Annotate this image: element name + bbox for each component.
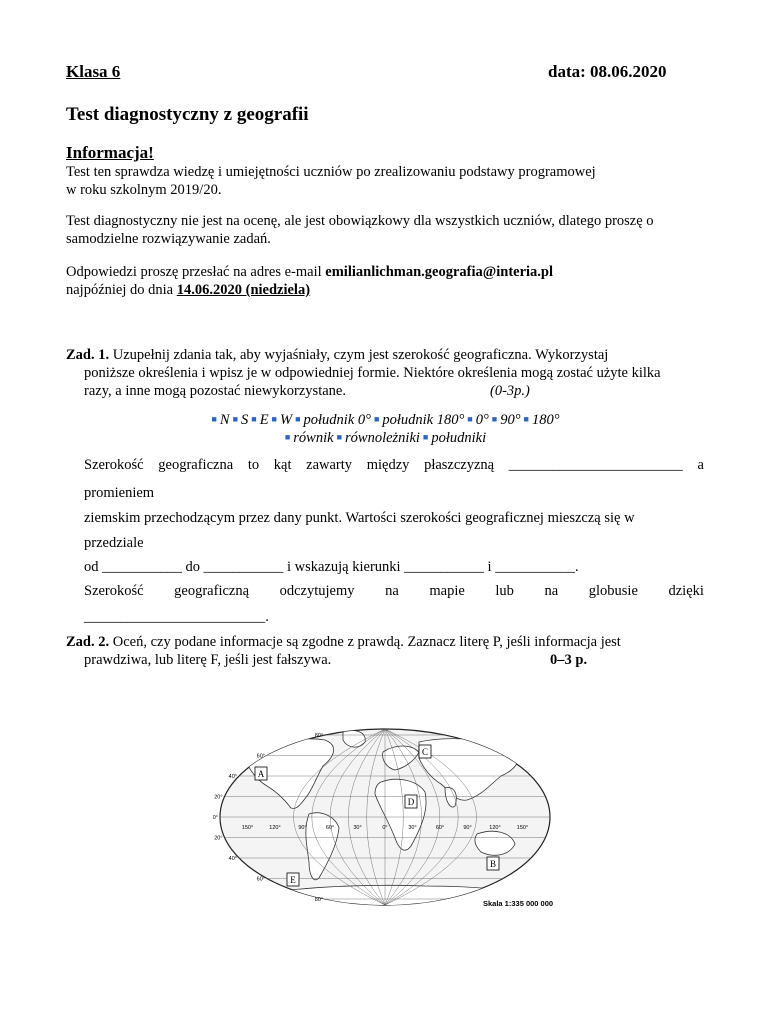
task2-line-2: prawdziwa, lub literę F, jeśli jest fałszywa. — [84, 652, 332, 668]
longitude-label: 0° — [382, 825, 388, 831]
page-title: Test diagnostyczny z geografii — [66, 104, 309, 125]
option-term: południk 180° — [382, 412, 465, 428]
info-heading: Informacja! — [66, 143, 154, 162]
task2-line-1 — [66, 633, 621, 651]
email-prefix: Odpowiedzi proszę przesłać na adres e-mail — [66, 264, 326, 280]
task2-points: 0–3 p. — [550, 652, 588, 668]
latitude-label: 40° — [228, 856, 238, 862]
option-bullet-icon: ■ — [232, 414, 238, 424]
map-marker-label: A — [257, 769, 265, 779]
option-bullet-icon: ■ — [284, 432, 291, 442]
task2-text-1: Oceń, czy podane informacje są zgodne z prawdą. Zaznacz literę P, jeśli informacja jest — [109, 634, 621, 650]
sentence-word: płaszczyzną — [424, 457, 495, 473]
option-bullet-icon: ■ — [373, 414, 380, 424]
option-bullet-icon: ■ — [271, 414, 277, 424]
email-address: emilianlichman.geografia@interia.pl — [325, 264, 554, 280]
option-term: 90° — [500, 412, 521, 428]
sentence-3: od ___________ do ___________ i wskazują kierunki ___________ i ___________. — [84, 559, 579, 575]
latitude-label: 60° — [256, 876, 265, 883]
longitude-label: 90° — [298, 825, 307, 831]
option-bullet-icon: ■ — [251, 414, 257, 424]
sentence-word: globusie — [588, 583, 638, 599]
sentence-word: geograficzna — [158, 457, 234, 473]
option-bullet-icon: ■ — [523, 414, 529, 424]
map-marker-label: C — [421, 747, 429, 757]
option-term: E — [259, 412, 269, 428]
map-marker-d — [405, 795, 417, 808]
map-marker-label: B — [489, 859, 497, 869]
map-marker-e — [287, 873, 299, 886]
option-bullet-icon: ■ — [336, 432, 342, 442]
task2-label: Zad. 2. — [66, 634, 110, 650]
option-term: 0° — [475, 412, 489, 428]
sentence-word: to — [247, 457, 260, 473]
sentence-4 — [84, 583, 704, 600]
latitude-label: 20° — [214, 835, 223, 842]
longitude-label: 150° — [241, 825, 254, 831]
deadline-line — [66, 281, 310, 299]
sentence-word: dzięki — [668, 583, 704, 599]
options-row-1 — [0, 412, 768, 429]
map-marker-a — [255, 767, 267, 780]
longitude-label: 60° — [435, 825, 445, 831]
option-bullet-icon: ■ — [211, 414, 217, 424]
option-bullet-icon: ■ — [491, 414, 498, 424]
map-marker-c — [419, 745, 431, 758]
sentence-word: ________________________ — [508, 457, 683, 473]
sentence-4-continued: _________________________. — [84, 609, 269, 625]
option-bullet-icon: ■ — [295, 414, 301, 424]
longitude-label: 120° — [489, 825, 501, 831]
task1-text-1: Uzupełnij zdania tak, aby wyjaśniały, czym jest szerokość geograficzna. Wykorzystaj — [109, 347, 609, 363]
option-term: S — [241, 412, 249, 428]
class-label: Klasa 6 — [66, 62, 121, 81]
latitude-label: 60° — [256, 753, 265, 760]
option-term: południk 0° — [303, 412, 371, 428]
sentence-word: mapie — [429, 583, 465, 599]
map-marker-b — [487, 857, 499, 870]
map-marker-label: E — [290, 875, 296, 885]
date-label: data: 08.06.2020 — [548, 62, 667, 81]
longitude-label: 150° — [516, 825, 529, 831]
task1-line-2: poniższe określenia i wpisz je w odpowiedniej formie. Niektóre określenia mogą zostać użyte kilka — [84, 365, 661, 381]
longitude-label: 60° — [325, 825, 335, 831]
sentence-2-continued: przedziale — [84, 535, 144, 551]
map-marker-label: D — [407, 797, 415, 807]
task1-points: (0-3p.) — [490, 383, 530, 399]
longitude-label: 30° — [353, 825, 362, 831]
latitude-label: 40° — [228, 774, 238, 780]
options-row-2 — [0, 430, 768, 447]
deadline-date: 14.06.2020 (niedziela) — [176, 282, 311, 298]
sentence-word: Szerokość — [84, 457, 144, 473]
sentence-word: lub — [495, 583, 514, 599]
info-line-2: w roku szkolnym 2019/20. — [66, 182, 222, 198]
sentence-word: zawarty — [306, 457, 353, 473]
latitude-label: 80° — [314, 733, 324, 739]
option-term: równoleżniki — [345, 430, 420, 446]
sentence-word: Szerokość — [84, 583, 144, 599]
option-term: 180° — [531, 412, 560, 428]
email-line — [66, 263, 553, 281]
info-line-4: samodzielne rozwiązywanie zadań. — [66, 231, 271, 247]
longitude-label: 120° — [269, 825, 281, 831]
option-term: południki — [431, 430, 487, 446]
sentence-word: między — [366, 457, 410, 473]
sentence-word: geograficzną — [174, 583, 250, 599]
sentence-word: na — [544, 583, 559, 599]
longitude-label: 30° — [408, 825, 417, 831]
longitude-label: 90° — [463, 825, 472, 831]
sentence-1-continued: promieniem — [84, 485, 155, 501]
option-term: W — [279, 412, 293, 428]
latitude-label: 20° — [214, 794, 223, 801]
sentence-word: a — [697, 457, 704, 473]
map-scale: Skala 1:335 000 000 — [483, 899, 554, 908]
sentence-word: kąt — [273, 457, 292, 473]
sentence-2: ziemskim przechodzącym przez dany punkt. Wartości szerokości geograficznej mieszczą się w — [84, 510, 635, 526]
task1-line-3: razy, a inne mogą pozostać niewykorzystane. — [84, 383, 346, 399]
latitude-label: 80° — [314, 897, 324, 903]
sentence-1 — [84, 457, 704, 474]
info-line-1: Test ten sprawdza wiedzę i umiejętności uczniów po zrealizowaniu podstawy programowej — [66, 164, 596, 180]
deadline-prefix: najpóźniej do dnia — [66, 282, 177, 298]
world-map — [205, 718, 565, 914]
option-term: równik — [293, 430, 334, 446]
task1-label: Zad. 1. — [66, 347, 110, 363]
latitude-label: 0° — [212, 815, 218, 821]
sentence-word: na — [385, 583, 399, 599]
option-bullet-icon: ■ — [467, 414, 473, 424]
option-bullet-icon: ■ — [422, 432, 429, 442]
task1-line-1 — [66, 346, 608, 364]
info-line-3: Test diagnostyczny nie jest na ocenę, ale jest obowiązkowy dla wszystkich uczniów, dlatego proszę o — [66, 213, 654, 229]
option-term: N — [219, 412, 230, 428]
sentence-word: odczytujemy — [279, 583, 355, 599]
